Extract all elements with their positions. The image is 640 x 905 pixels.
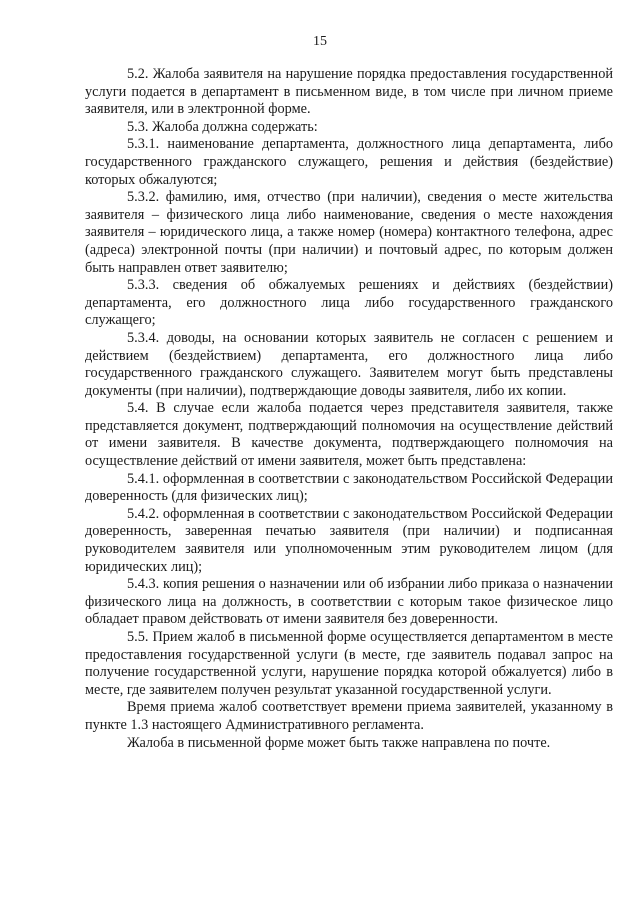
paragraph-5-4-2: 5.4.2. оформленная в соответствии с законодательством Российской Федерации доверенность, заверенная печатью заявителя (при наличии) и подписанная руководителем заявителя или уполномоченным этим руководителем лицом (для юридических лиц); — [85, 505, 613, 575]
page-number: 15 — [313, 34, 327, 49]
paragraph-5-3-1: 5.3.1. наименование департамента, должностного лица департамента, либо государственного гражданского служащего, решения и действия (бездействие) которых обжалуются; — [85, 136, 613, 188]
paragraph-5-5: 5.5. Прием жалоб в письменной форме осуществляется департаментом в месте предоставления государственной услуги (в месте, где заявитель подавал запрос на получение государственной услуги, нарушение порядка которой обжалуется) либо в месте, где заявителем получен результат указанной государственной услуги. — [85, 629, 613, 698]
document-body — [85, 66, 613, 752]
paragraph-5-2: 5.2. Жалоба заявителя на нарушение порядка предоставления государственной услуги подается в департамент в письменном виде, в том числе при личном приеме заявителя, или в электронной форме. — [85, 66, 613, 118]
paragraph-5-4: 5.4. В случае если жалоба подается через представителя заявителя, также представляется документ, подтверждающий полномочия на осуществление действий от имени заявителя. В качестве документа, подтверждающего полномочия на осуществление действий от имени заявителя, может быть представлена: — [85, 400, 613, 470]
paragraph-5-3-3: 5.3.3. сведения об обжалуемых решениях и действиях (бездействии) департамента, его должностного лица либо государственного гражданского служащего; — [85, 277, 613, 329]
paragraph-5-4-1: 5.4.1. оформленная в соответствии с законодательством Российской Федерации доверенность (для физических лиц); — [85, 470, 613, 505]
paragraph-5-3: 5.3. Жалоба должна содержать: — [127, 118, 318, 135]
paragraph-5-3-4: 5.3.4. доводы, на основании которых заявитель не согласен с решением и действием (бездействием) департамента, его должностного лица либо государственного гражданского служащего. Заявителем могут быть представлены документы (при наличии), подтверждающие доводы заявителя, либо их копии. — [85, 329, 613, 399]
paragraph-reception-time: Время приема жалоб соответствует времени приема заявителей, указанному в пункте 1.3 настоящего Административного регламента. — [85, 699, 613, 733]
paragraph-5-3-2: 5.3.2. фамилию, имя, отчество (при наличии), сведения о месте жительства заявителя – физического лица либо наименование, сведения о месте нахождения заявителя – юридического лица, а также номер (номера) контактного телефона, адрес (адреса) электронной почты (при наличии) и почтовый адрес, по которым должен быть направлен ответ заявителю; — [85, 189, 613, 276]
paragraph-5-4-3: 5.4.3. копия решения о назначении или об избрании либо приказа о назначении физического лица на должность, в соответствии с которым такое физическое лицо обладает правом действовать от имени заявителя без доверенности. — [85, 576, 613, 628]
paragraph-postal-complaint: Жалоба в письменной форме может быть также направлена по почте. — [127, 734, 551, 751]
